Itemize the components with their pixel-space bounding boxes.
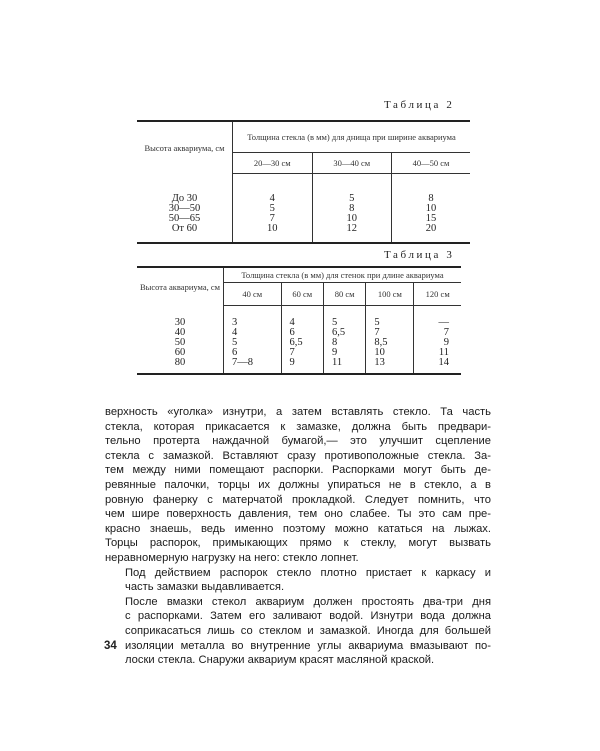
table-row <box>137 338 461 348</box>
text-line: соприкасаться лишь со стеклом и замазкой. Иногда для большей <box>125 624 491 637</box>
table-cell: 9 <box>281 358 323 374</box>
table-cell: 20 <box>392 224 470 243</box>
row-label: 50—65 <box>137 214 233 224</box>
table-3-group-label: Толщина стекла (в мм) для стенок при длине аквариума <box>224 267 462 283</box>
text-line: После вмазки стекол аквариум должен простоять два-три дня <box>125 595 491 608</box>
table-cell: 8 <box>312 204 392 214</box>
table-cell: 5 <box>323 318 365 328</box>
text-line: неравномерную нагрузку на него: стекло лопнет. <box>105 551 359 564</box>
text-line: часть замазки выдавливается. <box>125 581 285 594</box>
paragraph <box>105 405 491 566</box>
text-line: ревянные палочки, торцы их должны упираться не в стекло, а в <box>105 478 491 491</box>
table-cell: 11 <box>414 348 461 358</box>
text-line: тем между ними помещают распорки. Распорками могут быть де- <box>105 464 491 477</box>
row-label: До 30 <box>137 194 233 204</box>
table-3-caption: Таблица 3 <box>384 249 455 261</box>
table-2-caption: Таблица 2 <box>384 99 455 111</box>
text-line: изоляции металла во внутренние углы аквариума вмазывают по- <box>125 639 491 652</box>
table-2-column-header: 20—30 см <box>233 153 313 174</box>
table-cell: 3 <box>224 318 282 328</box>
text-line: с распорками. Затем его заливают водой. Изнутри вода должна <box>125 610 491 623</box>
row-label: 50 <box>137 338 224 348</box>
row-label: 30 <box>137 318 224 328</box>
table-cell: 10 <box>392 204 470 214</box>
table-2-rowhead-label: Высота аквариума, см <box>137 121 233 174</box>
table-row <box>137 358 461 374</box>
table-cell: 12 <box>312 224 392 243</box>
table-cell: 7 <box>366 328 414 338</box>
table-cell: 11 <box>323 358 365 374</box>
table-3 <box>137 266 461 375</box>
table-cell: 7 <box>414 328 461 338</box>
table-cell: 6 <box>224 348 282 358</box>
table-cell: 10 <box>312 214 392 224</box>
row-label: 80 <box>137 358 224 374</box>
row-label: 40 <box>137 328 224 338</box>
table-3-column-header: 120 см <box>414 283 461 306</box>
table-3-column-header: 100 см <box>366 283 414 306</box>
table-3-rowhead-label: Высота аквариума, см <box>137 267 224 306</box>
row-label: От 60 <box>137 224 233 243</box>
table-cell: 6 <box>281 328 323 338</box>
table-cell: 8 <box>392 194 470 204</box>
table-cell: 4 <box>233 194 313 204</box>
table-row <box>137 318 461 328</box>
text-line: тельно протерта наждачной бумагой,— это улучшит сцепление <box>105 435 491 448</box>
table-cell: 5 <box>224 338 282 348</box>
table-2-column-header: 40—50 см <box>392 153 470 174</box>
row-label: 30—50 <box>137 204 233 214</box>
row-label: 60 <box>137 348 224 358</box>
table-row <box>137 224 470 243</box>
table-cell: 14 <box>414 358 461 374</box>
table-3-column-header: 40 см <box>224 283 282 306</box>
table-2-column-header: 30—40 см <box>312 153 392 174</box>
text-line: лоски стекла. Снаружи аквариум красят масляной краской. <box>125 654 435 667</box>
table-cell: 10 <box>233 224 313 243</box>
table-cell: — <box>414 318 461 328</box>
table-3-column-header: 80 см <box>323 283 365 306</box>
text-line: чем шире поверхность давления, тем оно слабее. Ты это сам пре- <box>105 508 491 521</box>
table-3-column-header: 60 см <box>281 283 323 306</box>
text-line: красно знаешь, ведь именно поэтому можно кататься на лыжах. <box>105 522 491 535</box>
body-text <box>105 405 491 668</box>
table-2 <box>137 120 470 244</box>
table-cell: 7 <box>281 348 323 358</box>
text-line: стекла с замазкой. Вставляют сразу противоположные стекла. За- <box>105 449 491 462</box>
table-cell: 9 <box>414 338 461 348</box>
table-cell: 6,5 <box>323 328 365 338</box>
paragraph <box>105 595 491 668</box>
table-cell: 10 <box>366 348 414 358</box>
table-cell: 15 <box>392 214 470 224</box>
table-2-group-label: Толщина стекла (в мм) для днища при ширине аквариума <box>233 121 471 153</box>
table-cell: 8,5 <box>366 338 414 348</box>
text-line: верхность «уголка» изнутри, а затем вставлять стекло. Та часть <box>105 406 491 418</box>
table-cell: 13 <box>366 358 414 374</box>
table-cell: 8 <box>323 338 365 348</box>
text-line: Под действием распорок стекло плотно пристает к каркасу и <box>125 566 491 579</box>
table-cell: 9 <box>323 348 365 358</box>
table-cell: 5 <box>233 204 313 214</box>
table-cell: 5 <box>366 318 414 328</box>
table-cell: 6,5 <box>281 338 323 348</box>
table-cell: 4 <box>281 318 323 328</box>
table-cell: 7—8 <box>224 358 282 374</box>
paragraph <box>105 566 491 595</box>
table-row <box>137 348 461 358</box>
table-cell: 4 <box>224 328 282 338</box>
table-cell: 5 <box>312 194 392 204</box>
table-cell: 7 <box>233 214 313 224</box>
text-line: Торцы распорок, примыкающих прямо к стеклу, могут вызвать <box>105 537 491 550</box>
text-line: ровную фанерку с матерчатой прокладкой. Следует помнить, что <box>105 493 491 506</box>
page-number: 34 <box>104 640 117 652</box>
text-line: стекла, которая прикасается к замазке, должна быть предвари- <box>105 420 491 433</box>
